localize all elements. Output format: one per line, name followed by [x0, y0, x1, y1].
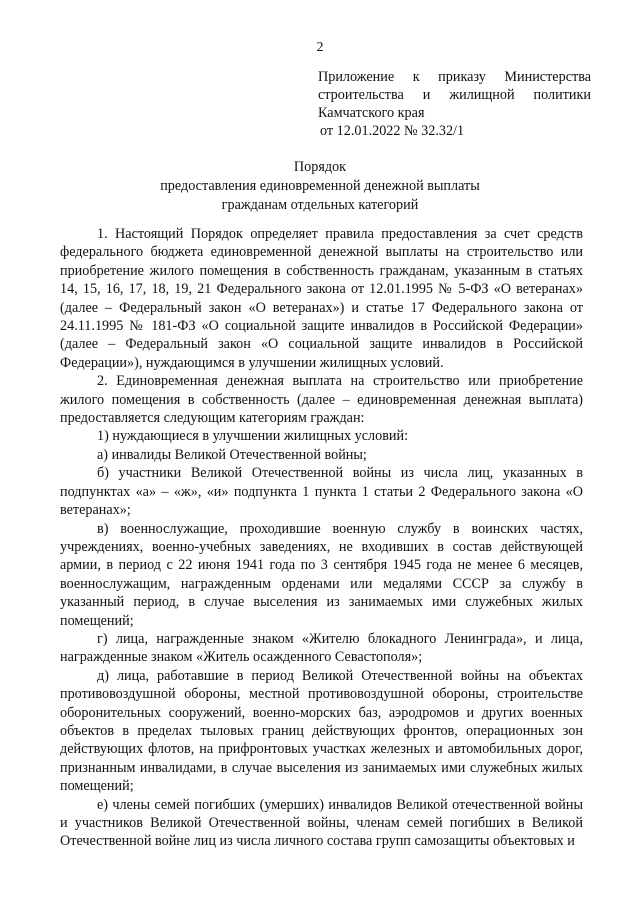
appendix-line-2: строительства и жилищной политики [318, 87, 591, 103]
paragraph-6: в) военнослужащие, проходившие военную службу в воинских частях, учреждениях, военно-учебных заведениях, не входивших в состав действующей армии, в период с 22 июня 1941 года по 3 сентября 1945 года не менее 6 месяцев, военнослужащим, награжденным орденами или медалями СССР за службу в указанный период, в случае выселения из занимаемых ими служебных жилых помещений; [60, 520, 583, 629]
paragraph-4: а) инвалиды Великой Отечественной войны; [97, 446, 367, 463]
paragraph-1: 1. Настоящий Порядок определяет правила предоставления за счет средств федерального бюджета единовременной денежной выплаты на строительство или приобретение жилого помещения в собственность гражданам, указанным в статьях 14, 15, 16, 17, 18, 19, 21 Федерального закона от 12.01.1995 № 5-ФЗ «О ветеранах» (далее – Федеральный закон «О ветеранах») и статье 17 Федерального закона от 24.11.1995 № 181-ФЗ «О социальной защите инвалидов в Российской Федерации» (далее – Федеральный закон «О социальной защите инвалидов в Российской Федерации»), нуждающимся в улучшении жилищных условий. [60, 226, 583, 371]
title-line-2: предоставления единовременной денежной выплаты [160, 178, 480, 194]
appendix-line-3: Камчатского края [318, 105, 425, 121]
appendix-line-1: Приложение к приказу Министерства [318, 69, 591, 85]
document-title [0, 158, 640, 215]
page-number: 2 [316, 40, 324, 55]
paragraph-2: 2. Единовременная денежная выплата на строительство или приобретение жилого помещения в собственность (далее – единовременная денежная выплата) предоставляется следующим категориям граждан: [60, 373, 583, 427]
paragraph-7: г) лица, награжденные знаком «Жителю блокадного Ленинграда», и лица, награжденные знаком «Житель осажденного Севастополя»; [60, 630, 583, 666]
appendix-header [318, 68, 591, 140]
appendix-line-4: от 12.01.2022 № 32.32/1 [320, 123, 465, 139]
title-line-3: гражданам отдельных категорий [221, 197, 419, 213]
document-body [60, 225, 583, 851]
paragraph-9: е) члены семей погибших (умерших) инвалидов Великой отечественной войны и участников Великой Отечественной войны, членам семей погибших в Великой Отечественной войне лиц из числа личного состава групп самозащиты объектовых и [60, 796, 583, 850]
title-line-1: Порядок [293, 159, 347, 175]
paragraph-5: б) участники Великой Отечественной войны из числа лиц, указанных в подпунктах «а» – «ж», «и» подпункта 1 пункта 1 статьи 2 Федерального закона «О ветеранах»; [60, 465, 583, 519]
paragraph-8: д) лица, работавшие в период Великой Отечественной войны на объектах противовоздушной обороны, местной противовоздушной обороны, строительстве оборонительных сооружений, военно-морских баз, аэродромов и других военных объектов в пределах тыловых границ действующих фронтов, операционных зон действующих флотов, на прифронтовых участках железных и автомобильных дорог, признанным инвалидами, в случае выселения из занимаемых ими служебных жилых помещений; [60, 667, 583, 795]
paragraph-3: 1) нуждающиеся в улучшении жилищных условий: [97, 428, 409, 445]
